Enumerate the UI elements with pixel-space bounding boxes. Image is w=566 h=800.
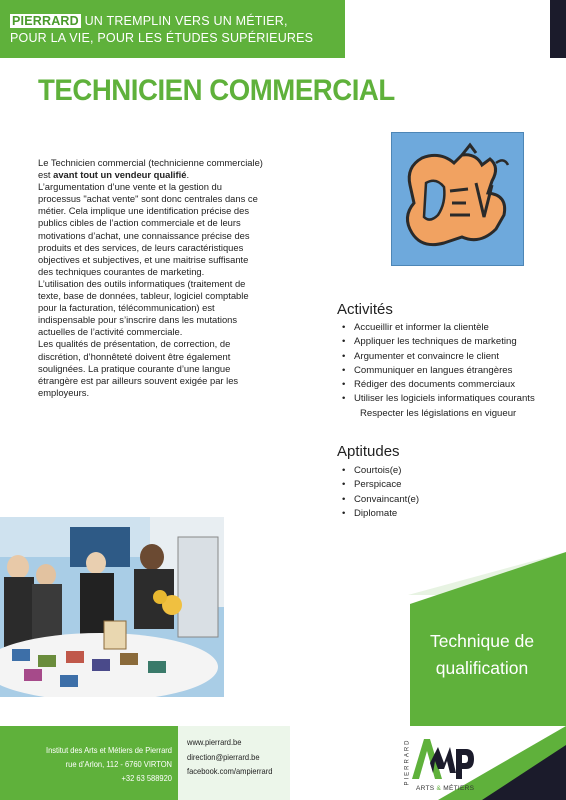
footer-address-1: Institut des Arts et Métiers de Pierrard	[45, 746, 172, 755]
footer-email-link[interactable]: direction@pierrard.be	[187, 752, 260, 762]
amp-logo	[398, 733, 475, 797]
list-item: • Accueillir et informer la clientèle	[342, 321, 535, 335]
page-title: TECHNICIEN COMMERCIAL	[38, 74, 395, 107]
brand-name: PIERRARD	[12, 14, 79, 28]
qualification-badge	[417, 628, 547, 682]
intro-paragraph-4: Les qualités de présentation, de correction, de discrétion, d’honnêteté doivent être également soulignées. La pratique courante d’une langue étrangère est par ailleurs souvent exigée par les employeurs.	[38, 338, 239, 398]
intro-p1-end: .	[186, 169, 190, 181]
activites-heading: Activités	[337, 301, 393, 318]
footer-contact	[187, 736, 272, 780]
intro-p1-bold: avant tout un vendeur qualifié	[53, 169, 187, 181]
list-item: • Appliquer les techniques de marketing	[342, 335, 535, 349]
intro-p1-start: Le Technicien commercial (technicienne commerciale) est	[38, 157, 263, 181]
header-tagline-2: POUR LA VIE, POUR LES ÉTUDES SUPÉRIEURES	[10, 31, 314, 45]
intro-paragraph-3: L’utilisation des outils informatiques (traitement de texte, base de données, tableur, logiciel comptable pour la facturation, télécommunication) est indispensable pour s’inscrire dans les mutations actuelles de l’activité commerciale.	[38, 277, 249, 338]
logo-subtitle-arts: ARTS	[416, 785, 435, 792]
list-item: • Utiliser les logiciels informatiques courants	[342, 392, 535, 406]
aptitudes-heading: Aptitudes	[337, 443, 400, 460]
logo-subtitle-amp: &	[436, 785, 442, 792]
list-item: • Communiquer en langues étrangères	[342, 364, 535, 378]
list-item: • Convaincant(e)	[342, 493, 419, 507]
logo-subtitle-metiers: MÉTIERS	[443, 785, 475, 792]
header-tagline-1: UN TREMPLIN VERS UN MÉTIER,	[84, 14, 288, 28]
badge-line-1: Technique de	[429, 631, 535, 651]
list-item: • Courtois(e)	[342, 464, 419, 478]
footer	[0, 726, 566, 800]
list-item: • Rédiger des documents commerciaux	[342, 378, 535, 392]
footer-facebook-link[interactable]: facebook.com/ampierrard	[187, 767, 273, 776]
list-item: Respecter les législations en vigueur	[360, 407, 517, 419]
list-item: • Diplomate	[342, 507, 419, 521]
footer-address-2: rue d’Arlon, 112 - 6760 VIRTON	[65, 760, 172, 769]
footer-web-link[interactable]: www.pierrard.be	[187, 738, 242, 747]
logo-subtitle	[416, 785, 474, 792]
list-item: • Perspicace	[342, 478, 419, 492]
list-item: • Argumenter et convaincre le client	[342, 350, 535, 364]
badge-line-2: qualification	[435, 658, 529, 678]
footer-phone: +32 63 588920	[121, 774, 172, 783]
logo-amp-mark	[408, 733, 478, 785]
intro-paragraph-2: L’argumentation d’une vente et la gestion du processus "achat vente" sont donc centrales dans ce métier. Cela implique une identification précise des publics cibles de l’action commerciale et de leurs motivations d’achat, une connaissance précise des produits et des services, de leurs caractéristiques objectives et subjectives, et une maitrise suffisante des techniques courantes de marketing.	[38, 181, 258, 277]
logo-vertical-text: PIERRARD	[404, 738, 411, 786]
